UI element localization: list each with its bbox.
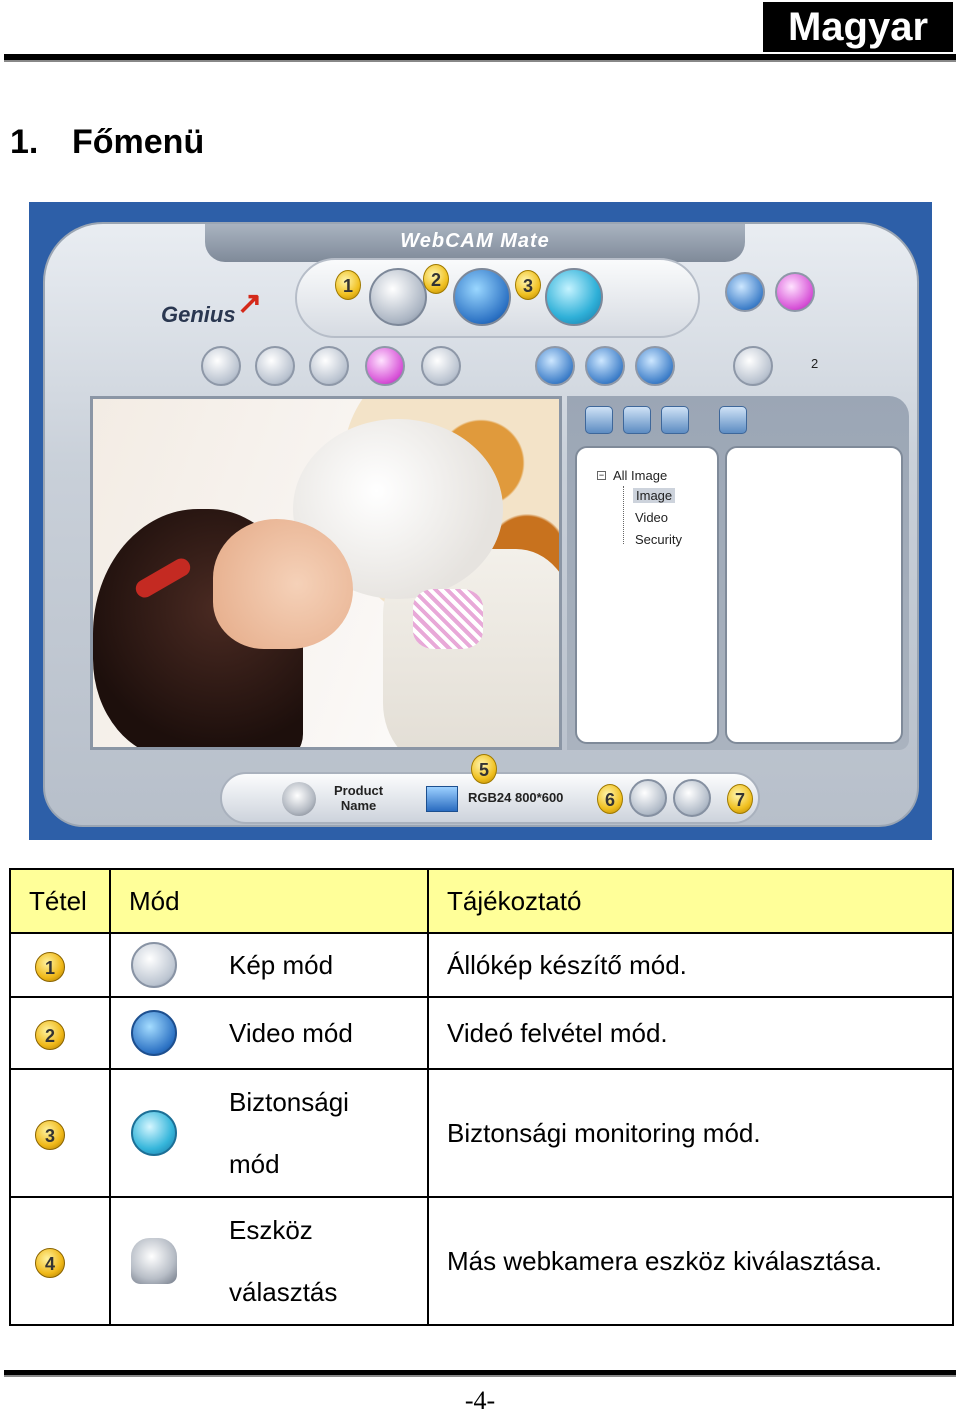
number-2-icon: 2 bbox=[35, 1020, 65, 1050]
callout-5: 5 bbox=[471, 754, 497, 784]
snapshot-tool-icon[interactable] bbox=[201, 346, 241, 386]
header-mode: Mód bbox=[110, 869, 428, 933]
number-3-icon: 3 bbox=[35, 1120, 65, 1150]
mail-icon[interactable] bbox=[661, 406, 689, 434]
row-number-cell bbox=[10, 933, 110, 997]
section-number: 1. bbox=[10, 123, 39, 161]
callout-2: 2 bbox=[423, 264, 449, 294]
footer-rule bbox=[4, 1370, 956, 1375]
photo-mode-button[interactable] bbox=[369, 268, 427, 326]
camera-preview bbox=[90, 396, 562, 750]
info-cell: Állókép készítő mód. bbox=[428, 933, 953, 997]
video-mode-icon bbox=[131, 1010, 177, 1056]
header-info: Tájékoztató bbox=[428, 869, 953, 933]
mode-table bbox=[9, 868, 954, 1326]
resolution-label: RGB24 800*600 bbox=[468, 790, 564, 805]
next-arrow-icon[interactable] bbox=[535, 346, 575, 386]
app-screenshot bbox=[29, 202, 932, 840]
refresh-icon[interactable] bbox=[775, 272, 815, 312]
mode-cell bbox=[110, 997, 428, 1069]
tree-collapse-icon[interactable]: − bbox=[598, 470, 605, 480]
album-panel bbox=[567, 396, 909, 750]
thumbnail-area bbox=[725, 446, 903, 744]
trash-icon[interactable] bbox=[585, 406, 613, 434]
callout-3: 3 bbox=[515, 270, 541, 300]
table-row bbox=[10, 997, 953, 1069]
mode-label-line2: mód bbox=[229, 1149, 280, 1179]
tree-item-all-image[interactable]: All Image bbox=[613, 468, 668, 483]
info-cell: Videó felvétel mód. bbox=[428, 997, 953, 1069]
number-4-icon: 4 bbox=[35, 1248, 65, 1278]
settings-wrench-icon[interactable] bbox=[629, 779, 667, 817]
tree-item-security[interactable]: Security bbox=[635, 532, 682, 547]
genius-logo-mark-icon: ↗ bbox=[237, 287, 263, 320]
page-number: -4- bbox=[464, 1386, 496, 1415]
gallery-icon[interactable] bbox=[733, 346, 773, 386]
mode-label-line1: Eszköz bbox=[229, 1215, 313, 1245]
face-tool-icon[interactable] bbox=[365, 346, 405, 386]
device-name-line2: Name bbox=[340, 798, 377, 813]
mode-label: Video mód bbox=[229, 1018, 353, 1048]
rotate-icon[interactable] bbox=[623, 406, 651, 434]
mode-cell bbox=[110, 1197, 428, 1325]
tree-connector bbox=[623, 486, 624, 544]
page-count: 2 bbox=[811, 356, 819, 371]
security-mode-icon bbox=[131, 1110, 177, 1156]
table-header-row bbox=[10, 869, 953, 933]
frame-tool-icon[interactable] bbox=[255, 346, 295, 386]
callout-7: 7 bbox=[727, 784, 753, 814]
webcam-device-icon[interactable] bbox=[282, 782, 316, 816]
back-arrow-icon[interactable] bbox=[635, 346, 675, 386]
mode-cell bbox=[110, 933, 428, 997]
app-title: WebCAM Mate bbox=[400, 230, 550, 252]
row-number-cell bbox=[10, 1197, 110, 1325]
section-heading bbox=[10, 120, 204, 164]
genius-logo: Genius bbox=[161, 302, 236, 327]
language-badge: Magyar bbox=[763, 2, 953, 52]
mode-label: Kép mód bbox=[229, 950, 334, 980]
callout-6: 6 bbox=[597, 784, 623, 814]
mode-cell bbox=[110, 1069, 428, 1197]
video-mode-button[interactable] bbox=[453, 268, 511, 326]
table-row bbox=[10, 933, 953, 997]
info-cell: Biztonsági monitoring mód. bbox=[428, 1069, 953, 1197]
print-icon[interactable] bbox=[719, 406, 747, 434]
fullscreen-icon[interactable] bbox=[725, 272, 765, 312]
info-cell: Más webkamera eszköz kiválasztása. bbox=[428, 1197, 953, 1325]
mode-label-line1: Biztonsági bbox=[229, 1087, 349, 1117]
exit-icon[interactable] bbox=[673, 779, 711, 817]
row-number-cell bbox=[10, 997, 110, 1069]
effects-tool-icon[interactable] bbox=[309, 346, 349, 386]
security-mode-button[interactable] bbox=[545, 268, 603, 326]
number-1-icon: 1 bbox=[35, 952, 65, 982]
device-name-line1: Product bbox=[334, 783, 384, 798]
swap-arrow-icon[interactable] bbox=[585, 346, 625, 386]
resolution-icon[interactable] bbox=[426, 786, 458, 812]
webcam-device-icon bbox=[131, 1238, 177, 1284]
photo-bow bbox=[413, 589, 483, 649]
app-title-bar bbox=[205, 224, 745, 262]
table-row bbox=[10, 1069, 953, 1197]
app-window bbox=[43, 222, 919, 827]
scene-tool-icon[interactable] bbox=[421, 346, 461, 386]
row-number-cell bbox=[10, 1069, 110, 1197]
mode-label-line2: választás bbox=[229, 1277, 338, 1307]
device-name bbox=[334, 783, 383, 813]
callout-1: 1 bbox=[335, 270, 361, 300]
photo-mode-icon bbox=[131, 942, 177, 988]
header-rule bbox=[4, 54, 956, 60]
section-title: Főmenü bbox=[72, 123, 205, 161]
header-item: Tétel bbox=[10, 869, 110, 933]
tree-item-video[interactable]: Video bbox=[635, 510, 669, 525]
tree-item-image[interactable]: Image bbox=[633, 488, 675, 503]
album-tree bbox=[575, 446, 719, 744]
table-row bbox=[10, 1197, 953, 1325]
